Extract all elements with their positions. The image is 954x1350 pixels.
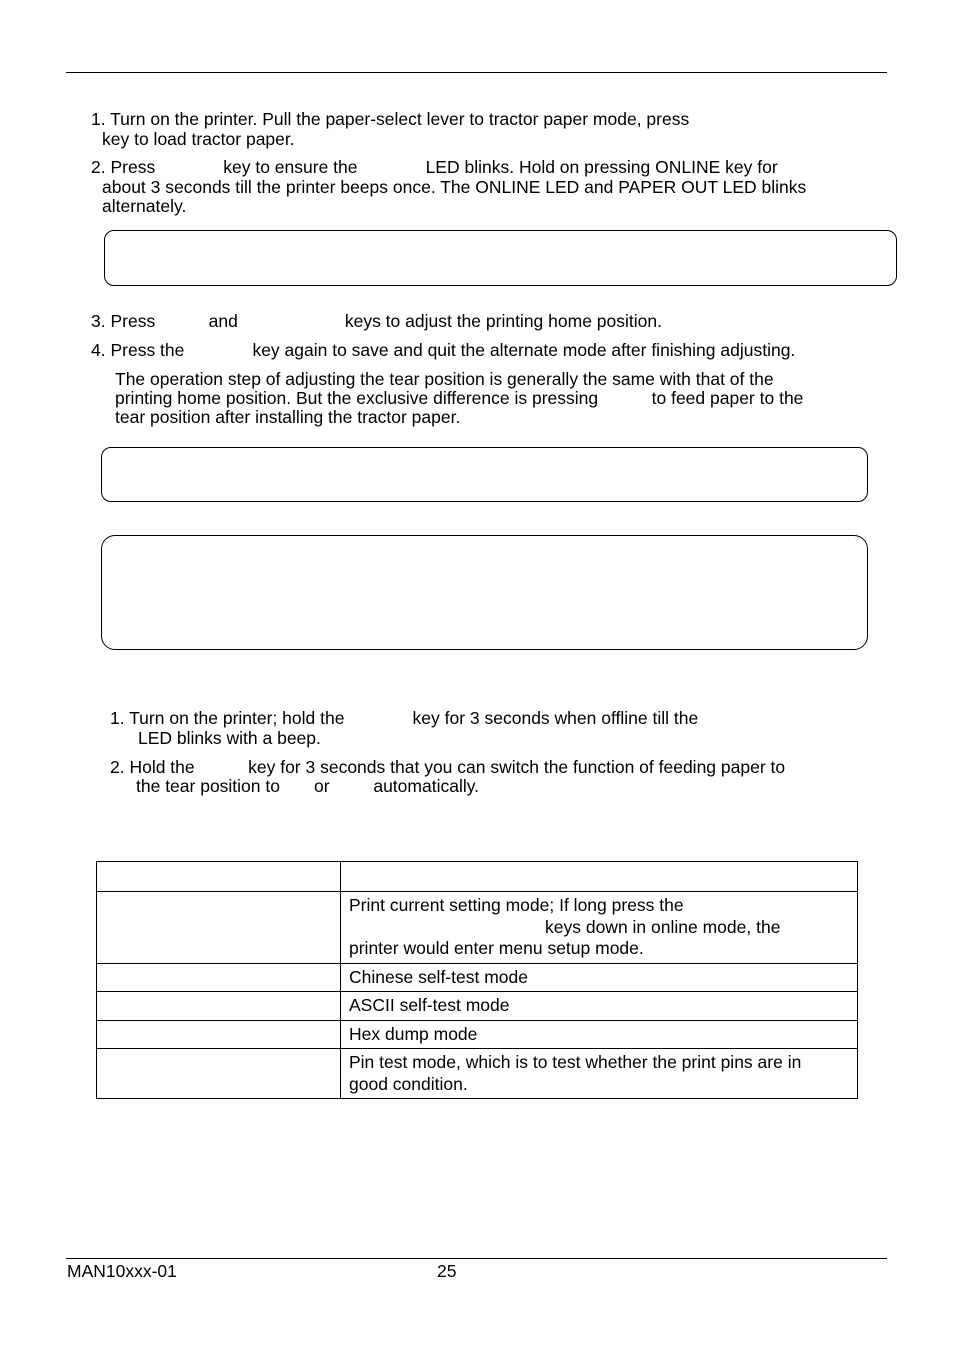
mode-text-line: ASCII self-test mode — [349, 995, 510, 1015]
footer-rule — [66, 1258, 887, 1259]
note-box — [104, 230, 897, 286]
footer-doc-code: MAN10xxx-01 — [67, 1261, 177, 1281]
table-cell-key — [97, 963, 341, 992]
tear-paragraph-line-3: tear position after installing the tractor paper. — [115, 407, 461, 427]
table-row — [97, 992, 858, 1021]
auto-step-1-line-1: 1. Turn on the printer; hold the key for 3 seconds when offline till the — [110, 708, 699, 728]
home-step-2-line-1: 2. Press key to ensure the LED blinks. Hold on pressing ONLINE key for — [91, 157, 778, 177]
mode-text-line: Chinese self-test mode — [349, 966, 528, 987]
table-row — [97, 892, 858, 964]
auto-step-1-line-2: LED blinks with a beep. — [138, 728, 321, 748]
mode-text-line: keys down in online mode, the — [545, 916, 781, 937]
mode-text-line: Print current setting mode; If long press the — [349, 895, 684, 915]
tear-paragraph-line-2: printing home position. But the exclusive difference is pressing to feed paper to the — [115, 388, 804, 408]
note-box-3 — [101, 535, 868, 650]
home-step-4: 4. Press the key again to save and quit the alternate mode after finishing adjusting. — [91, 340, 796, 360]
table-cell-mode — [341, 892, 858, 964]
tear-paragraph-line-1: The operation step of adjusting the tear position is generally the same with that of the — [115, 369, 774, 389]
table-cell-key — [97, 1020, 341, 1049]
mode-text-line: printer would enter menu setup mode. — [349, 938, 644, 958]
table-cell-mode — [341, 862, 858, 892]
table-cell-mode — [341, 992, 858, 1021]
note-box-2 — [101, 447, 868, 502]
table-header-row — [97, 862, 858, 892]
table-row — [97, 1049, 858, 1099]
mode-text-line: Pin test mode, which is to test whether the print pins are in — [349, 1052, 802, 1072]
table-cell-key — [97, 862, 341, 892]
home-step-2-line-3: alternately. — [102, 196, 187, 216]
table-cell-key — [97, 892, 341, 964]
self-test-modes-table — [96, 861, 858, 1099]
table-cell-mode — [341, 1049, 858, 1099]
table-row — [97, 963, 858, 992]
footer-page-number: 25 — [437, 1261, 457, 1281]
mode-text-line: Hex dump mode — [349, 1023, 478, 1044]
table-cell-key — [97, 992, 341, 1021]
mode-text-line: good condition. — [349, 1073, 468, 1094]
table-row — [97, 1020, 858, 1049]
table-cell-mode — [341, 963, 858, 992]
table-cell-mode — [341, 1020, 858, 1049]
table-cell-key — [97, 1049, 341, 1099]
home-step-1-line-1: 1. Turn on the printer. Pull the paper-select lever to tractor paper mode, press — [91, 109, 690, 129]
home-step-1-line-2: key to load tractor paper. — [102, 129, 295, 149]
header-rule — [66, 72, 887, 73]
home-step-2-line-2: about 3 seconds till the printer beeps once. The ONLINE LED and PAPER OUT LED blinks — [102, 177, 807, 197]
auto-step-2-line-1: 2. Hold the key for 3 seconds that you can switch the function of feeding paper to — [110, 757, 786, 777]
auto-step-2-line-2: the tear position to or automatically. — [136, 776, 480, 796]
home-step-3: 3. Press and keys to adjust the printing home position. — [91, 311, 662, 331]
